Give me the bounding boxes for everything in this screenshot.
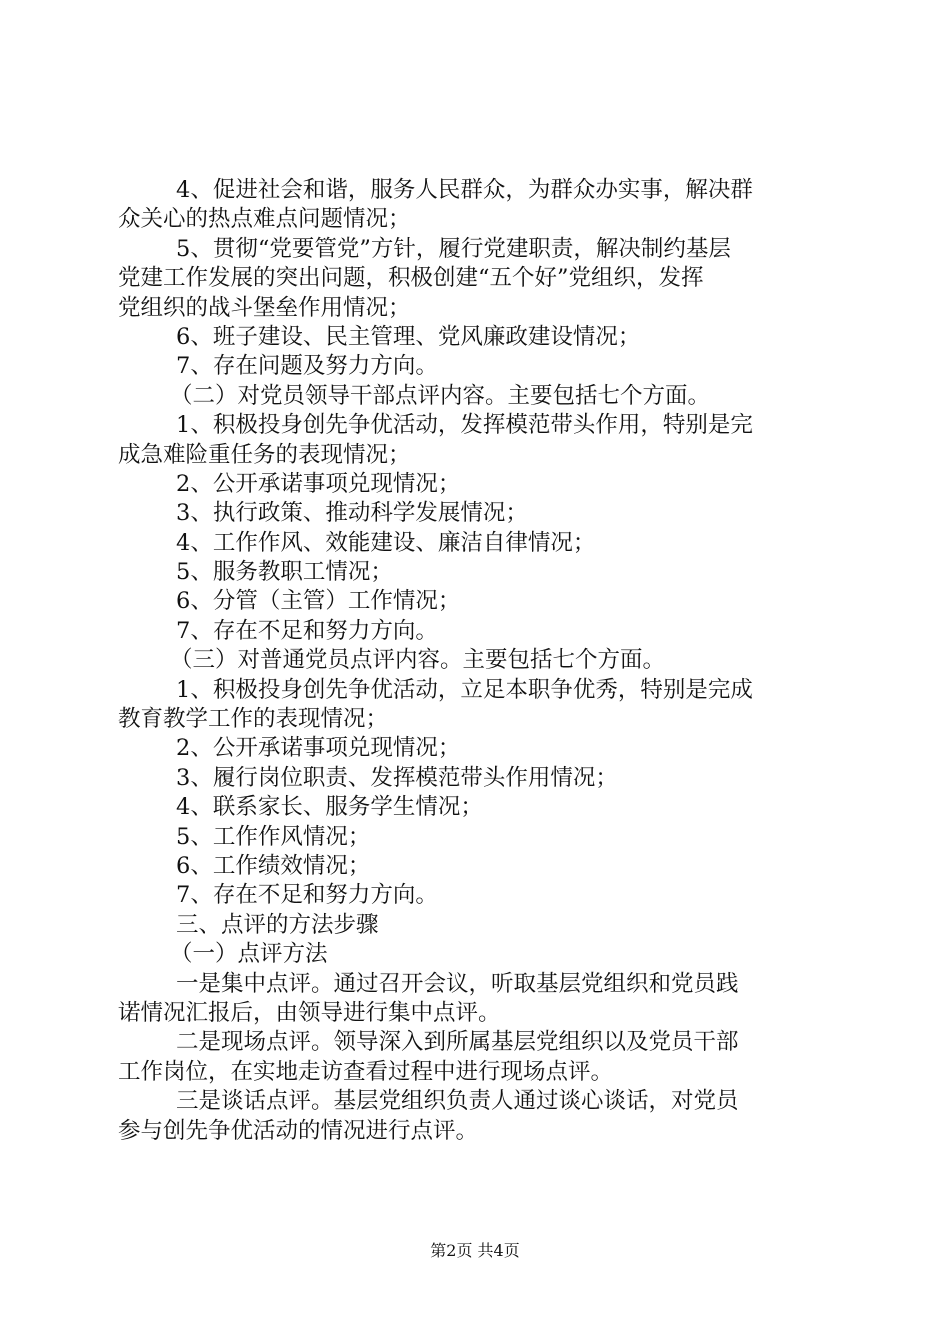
subsection-heading: （一）点评方法	[170, 941, 328, 968]
paragraph-line: 4、促进社会和谐，服务人民群众，为群众办实事，解决群	[176, 177, 753, 203]
paragraph-line: 7、存在不足和努力方向。	[176, 617, 438, 644]
paragraph-line: 6、工作绩效情况；	[176, 852, 371, 879]
page-number-footer: 第2页 共4页	[430, 1241, 520, 1260]
paragraph-line: 5、贯彻“党要管党”方针，履行党建职责，解决制约基层	[176, 235, 731, 262]
section-heading: 三、点评的方法步骤	[176, 911, 379, 938]
paragraph-line: 5、服务教职工情况；	[176, 559, 393, 586]
section-heading: （二）对党员领导干部点评内容。主要包括七个方面。	[170, 382, 711, 409]
paragraph-line: 三是谈话点评。基层党组织负责人通过谈心谈话，对党员	[176, 1088, 739, 1115]
paragraph-line: 参与创先争优活动的情况进行点评。	[118, 1117, 479, 1144]
paragraph-line: 党组织的战斗堡垒作用情况；	[118, 294, 411, 321]
paragraph-line: 诺情况汇报后，由领导进行集中点评。	[118, 999, 501, 1026]
paragraph-line: 6、分管（主管）工作情况；	[176, 588, 461, 615]
paragraph-line: 党建工作发展的突出问题，积极创建“五个好”党组织，发挥	[118, 265, 704, 292]
paragraph-line: 7、存在不足和努力方向。	[176, 882, 438, 909]
document-body	[118, 176, 834, 1146]
paragraph-line: 3、履行岗位职责、发挥模范带头作用情况；	[176, 764, 618, 791]
paragraph-line: 工作岗位，在实地走访查看过程中进行现场点评。	[118, 1058, 614, 1085]
paragraph-line: 二是现场点评。领导深入到所属基层党组织以及党员干部	[176, 1029, 739, 1056]
paragraph-line: 7、存在问题及努力方向。	[176, 353, 438, 380]
paragraph-line: 2、公开承诺事项兑现情况；	[176, 735, 461, 762]
paragraph-line: 4、工作作风、效能建设、廉洁自律情况；	[176, 529, 596, 556]
section-heading: （三）对普通党员点评内容。主要包括七个方面。	[170, 647, 666, 674]
paragraph-line: 教育教学工作的表现情况；	[118, 706, 389, 733]
paragraph-line: 1、积极投身创先争优活动，立足本职争优秀，特别是完成	[176, 676, 753, 703]
paragraph-line: 1、积极投身创先争优活动，发挥模范带头作用，特别是完	[176, 412, 753, 439]
paragraph-line: 4、联系家长、服务学生情况；	[176, 794, 483, 821]
paragraph-line: 众关心的热点难点问题情况；	[118, 206, 411, 233]
paragraph-line: 2、公开承诺事项兑现情况；	[176, 470, 461, 497]
paragraph-line: 5、工作作风情况；	[176, 823, 371, 850]
paragraph-line: 6、班子建设、民主管理、党风廉政建设情况；	[176, 323, 641, 350]
paragraph-line: 成急难险重任务的表现情况；	[118, 441, 411, 468]
paragraph-line: 一是集中点评。通过召开会议，听取基层党组织和党员践	[176, 970, 739, 997]
paragraph-line: 3、执行政策、推动科学发展情况；	[176, 500, 528, 527]
